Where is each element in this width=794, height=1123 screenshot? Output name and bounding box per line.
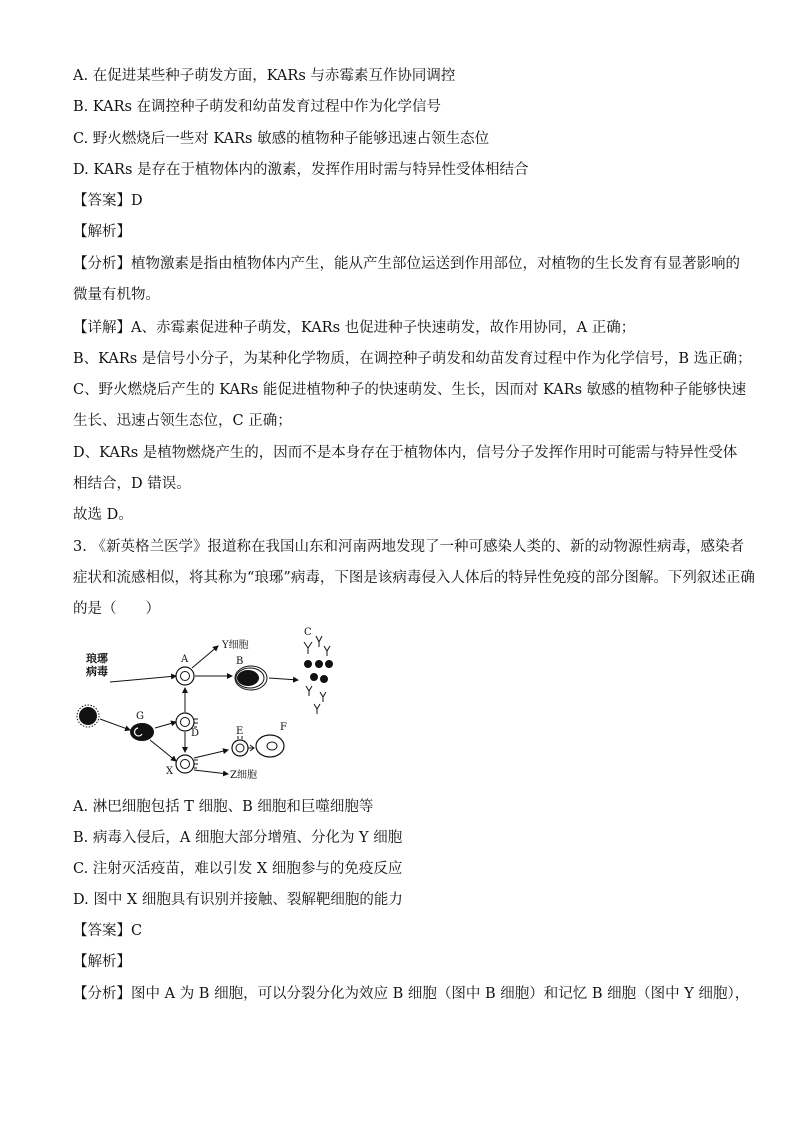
label-e: E: [236, 726, 244, 737]
analysis-text-cont: 微量有机物。: [73, 287, 160, 303]
label-z-cell: Z细胞: [230, 770, 257, 781]
question-3-cont-2: 的是（ ）: [73, 601, 160, 617]
cell-a: [176, 667, 194, 685]
label-c: C: [304, 627, 312, 638]
detail-d-cont: 相结合，D 错误。: [73, 476, 191, 492]
cell-g: [130, 723, 154, 741]
cell-f: [256, 735, 284, 757]
cell-e: [232, 736, 248, 756]
detail-b: B、KARs 是信号小分子，为某种化学物质，在调控种子萌发和幼苗发育过程中作为化学信号，B 选正确；: [73, 351, 752, 367]
label-b: B: [236, 656, 244, 667]
virus-label-1: 琅琊: [86, 652, 108, 665]
question-3-cont-1: 症状和流感相似，将其称为“琅琊”病毒，下图是该病毒侵入人体后的特异性免疫的部分图解。下列叙述正确: [73, 570, 755, 586]
label-y-cell: Y细胞: [222, 640, 249, 651]
q3-option-a: A. 淋巴细胞包括 T 细胞、B 细胞和巨噬细胞等: [73, 799, 374, 815]
label-f: F: [280, 722, 287, 733]
q3-option-d: D. 图中 X 细胞具有识别并接触、裂解靶细胞的能力: [73, 892, 403, 908]
label-d: D: [191, 728, 200, 739]
analysis-label: 【解析】: [73, 224, 131, 240]
option-c: C. 野火燃烧后一些对 KARs 敏感的植物种子能够迅速占领生态位: [73, 131, 490, 147]
q3-option-b: B. 病毒入侵后，A 细胞大部分增殖、分化为 Y 细胞: [73, 830, 403, 846]
option-b: B. KARs 在调控种子萌发和幼苗发育过程中作为化学信号: [73, 99, 442, 115]
q3-analysis-text: 【分析】图中 A 为 B 细胞，可以分裂分化为效应 B 细胞（图中 B 细胞）和记忆 B 细胞（图中 Y 细胞），: [73, 986, 750, 1002]
label-g: G: [136, 711, 144, 722]
detail-d: D、KARs 是植物燃烧产生的，因而不是本身存在于植物体内，信号分子发挥作用时可能需与特异性受体: [73, 445, 738, 461]
q3-analysis-label: 【解析】: [73, 954, 131, 970]
virus-label-2: 病毒: [86, 665, 108, 678]
option-d: D. KARs 是存在于植物体内的激素，发挥作用时需与特异性受体相结合: [73, 162, 529, 178]
choice-text: 故选 D。: [73, 507, 133, 523]
antibody-cluster: [304, 636, 333, 714]
label-a: A: [181, 654, 189, 665]
label-x: X: [166, 766, 174, 777]
cell-b: [235, 666, 267, 690]
q3-answer-label: 【答案】C: [73, 923, 143, 939]
immune-diagram: [68, 624, 368, 784]
option-a: A. 在促进某些种子萌发方面，KARs 与赤霉素互作协同调控: [73, 68, 456, 84]
detail-c: C、野火燃烧后产生的 KARs 能促进植物种子的快速萌发、生长，因而对 KARs 敏感的植物种子能够快速: [73, 382, 747, 398]
detail-c-cont: 生长、迅速占领生态位，C 正确；: [73, 413, 292, 429]
detail-a: 【详解】A、赤霉素促进种子萌发，KARs 也促进种子快速萌发，故作用协同，A 正确；: [73, 320, 636, 336]
question-3: 3. 《新英格兰医学》报道称在我国山东和河南两地发现了一种可感染人类的、新的动物源性病毒，感染者: [73, 539, 744, 555]
answer-label: 【答案】D: [73, 193, 143, 209]
q3-option-c: C. 注射灭活疫苗，难以引发 X 细胞参与的免疫反应: [73, 861, 403, 877]
infected-cell: [77, 705, 99, 727]
analysis-text: 【分析】植物激素是指由植物体内产生，能从产生部位运送到作用部位，对植物的生长发育有显著影响的: [73, 256, 740, 272]
